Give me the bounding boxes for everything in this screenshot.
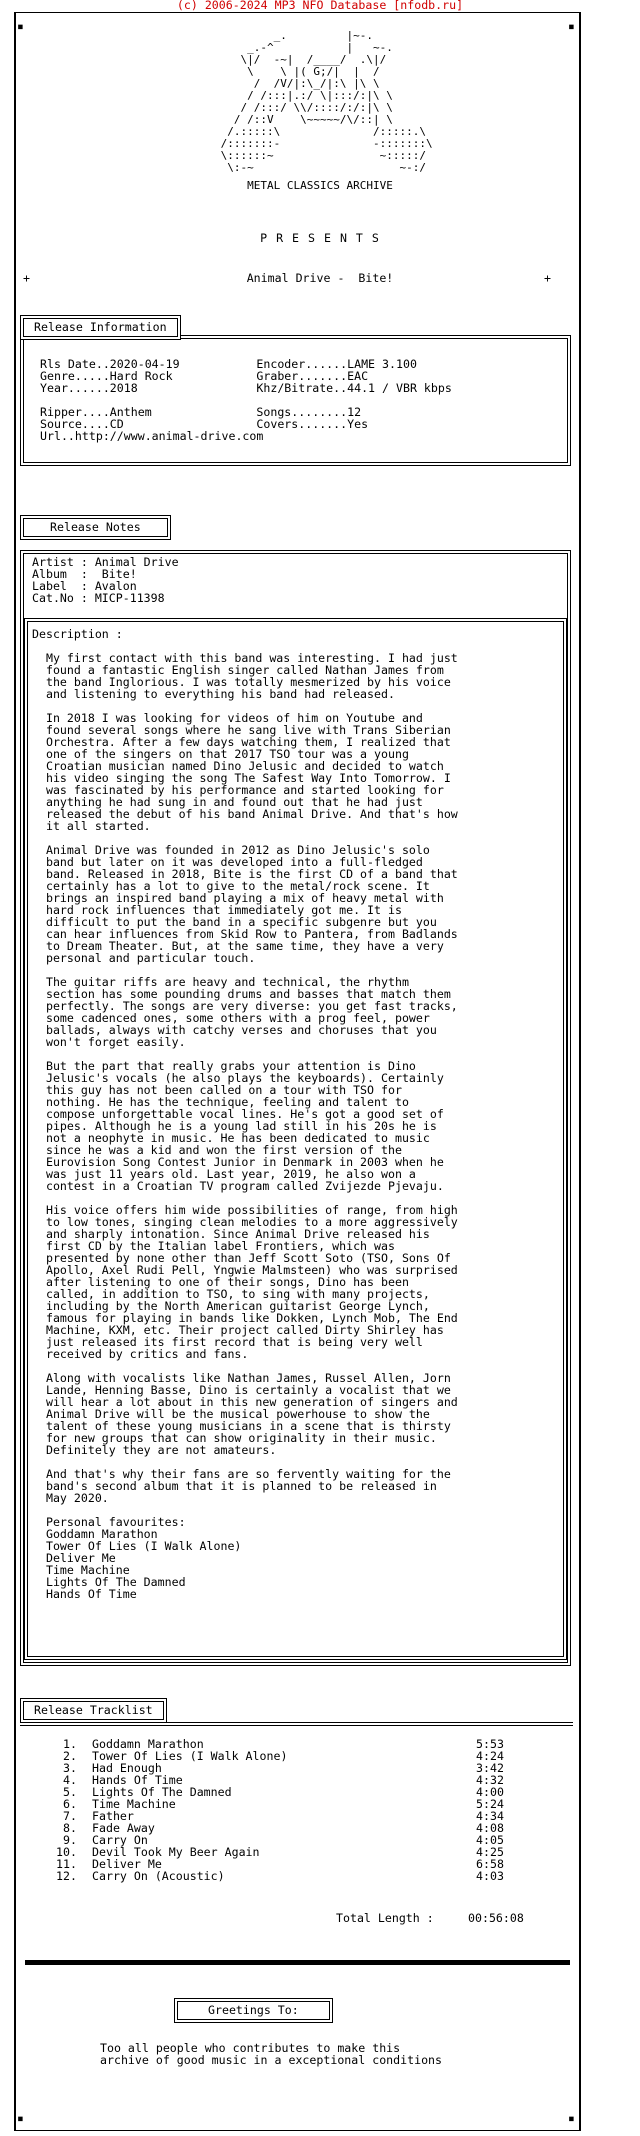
description-paragraph: In 2018 I was looking for videos of him on Youtube and found several songs where he sang live with Trans Siberian Orchestra. After a few days watching them, I realized that one of the singers on that 2017 TSO tour was a young Croatian musician named Dino Jelusic and decided to watch his video singing the song The Safest Way Into Tomorrow. I was fascinated by his performance and started looking for anything he had sung in and found out that he had just released the debut of his band Animal Drive. And that's how it all started. (45, 711, 458, 833)
track-length: 4:32 (476, 1773, 504, 1787)
total-length-label: Total Length : (336, 1911, 434, 1925)
track-number: 5. (56, 1785, 77, 1799)
release-title: Animal Drive - Bite! (246, 271, 394, 285)
greetings-label: Greetings To: (177, 2001, 330, 2020)
description-paragraph: The guitar riffs are heavy and technical, the rhythm section has some pounding drums and basses that match them perfectly. The songs are very diverse: you get fast tracks, some cadenced ones, some others with a prog feel, power ballads, always with catchy verses and choruses that you won't forget easily. (45, 975, 458, 1049)
track-title: Carry On (92, 1833, 148, 1847)
track-number: 7. (56, 1809, 77, 1823)
frame-corner-dot: ▪ (17, 2111, 24, 2125)
title-left-marker: + (23, 271, 30, 285)
description-label: Description : (32, 627, 123, 641)
release-info-tab (20, 315, 181, 340)
tracklist (56, 1738, 516, 1882)
track-number: 12. (56, 1869, 77, 1883)
site-banner: (c) 2006-2024 MP3 NFO Database [nfodb.ru] (176, 0, 464, 12)
track-length: 4:08 (476, 1821, 504, 1835)
track-length: 4:25 (476, 1845, 504, 1859)
track-number: 8. (56, 1821, 77, 1835)
tracklist-rule (20, 1722, 573, 1726)
release-info-text: Rls Date..2020-04-19 Encoder......LAME 3.100 Genre.....Hard Rock Graber.......EAC Year......2018 Khz/Bitrate..44.1 / VBR kbps Ripper....Anthem Songs........12 Source....CD Covers.......Yes Url..http://www.animal-drive.com (40, 357, 452, 443)
track-number: 11. (56, 1857, 77, 1871)
track-title: Carry On (Acoustic) (92, 1869, 225, 1883)
release-notes-tab (20, 515, 171, 540)
track-number: 2. (56, 1749, 77, 1763)
track-title: Hands Of Time (92, 1773, 183, 1787)
track-row (56, 1870, 516, 1882)
track-title: Father (92, 1809, 134, 1823)
description-paragraph: Along with vocalists like Nathan James, Russel Allen, Jorn Lande, Henning Basse, Dino is certainly a vocalist that we will hear a lot about in this new generation of singers and Animal Drive will be the musical powerhouse to show the talent of these young musicians in a scene that is thirsty for new groups that can show originality in their music. Definitely they are not amateurs. (45, 1371, 458, 1457)
track-title: Had Enough (92, 1761, 162, 1775)
tracklist-tab-label: Release Tracklist (23, 1701, 164, 1720)
frame-corner-dot: ▪ (17, 19, 24, 33)
track-title: Fade Away (92, 1821, 155, 1835)
track-number: 10. (56, 1845, 77, 1859)
track-title: Devil Took My Beer Again (92, 1845, 260, 1859)
track-length: 4:00 (476, 1785, 504, 1799)
track-number: 3. (56, 1761, 77, 1775)
track-length: 6:58 (476, 1857, 504, 1871)
description-paragraph: His voice offers him wide possibilities of range, from high to low tones, singing clean melodies to a more aggressively and sharply intonation. Since Animal Drive released his first CD by the Italian label Frontiers, which was presented by none other than Jeff Scott Soto (TSO, Sons Of Apollo, Axel Rudi Pell, Yngwie Malmsteen) who was surprised after listening to one of their songs, Dino has been called, in addition to TSO, to sing with many projects, including by the North American guitarist George Lynch, famous for playing in bands like Dokken, Lynch Mob, The End Machine, KXM, etc. Their project called Dirty Shirley has just released its first record that is being very well received by critics and fans. (45, 1203, 458, 1361)
description-paragraph: My first contact with this band was interesting. I had just found a fantastic English singer called Nathan James from the band Inglorious. I was totally mesmerized by his voice and listening to everything his band had released. (45, 651, 458, 701)
track-title: Time Machine (92, 1797, 176, 1811)
track-number: 4. (56, 1773, 77, 1787)
track-length: 3:42 (476, 1761, 504, 1775)
description-paragraph: Animal Drive was founded in 2012 as Dino Jelusic's solo band but later on it was developed into a full-fledged band. Released in 2018, Bite is the first CD of a band that certainly has a lot to give to the metal/rock scene. It brings an inspired band playing a mix of heavy metal with hard rock influences that immediately got me. It is difficult to put the band in a specific subgenre but you can hear influences from Skid Row to Pantera, from Badlands to Dream Theater. But, at the same time, they have a very personal and particular touch. (45, 843, 458, 965)
track-length: 4:03 (476, 1869, 504, 1883)
track-title: Tower Of Lies (I Walk Alone) (92, 1749, 288, 1763)
track-length: 5:24 (476, 1797, 504, 1811)
track-length: 4:05 (476, 1833, 504, 1847)
favourites-list: Goddamn Marathon Tower Of Lies (I Walk Alone) Deliver Me Time Machine Lights Of The Damned Hands Of Time (45, 1527, 242, 1601)
favourites-label: Personal favourites: (32, 1515, 186, 1529)
track-title: Goddamn Marathon (92, 1737, 204, 1751)
track-number: 9. (56, 1833, 77, 1847)
section-divider (25, 1960, 570, 1965)
track-length: 5:53 (476, 1737, 504, 1751)
track-length: 4:24 (476, 1749, 504, 1763)
frame-corner-dot: ▪ (568, 19, 575, 33)
title-right-marker: + (544, 271, 551, 285)
track-number: 1. (56, 1737, 77, 1751)
presents-heading: P R E S E N T S (260, 231, 380, 245)
greetings-text: Too all people who contributes to make this archive of good music in a exceptional conditions (100, 2041, 443, 2067)
release-info-tab-label: Release Information (23, 318, 178, 337)
track-number: 6. (56, 1797, 77, 1811)
release-notes-meta: Artist : Animal Drive Album : Bite! Label : Avalon Cat.No : MICP-11398 (32, 555, 179, 605)
ascii-logo (0, 30, 640, 175)
release-notes-tab-label: Release Notes (23, 518, 168, 537)
track-title: Lights Of The Damned (92, 1785, 232, 1799)
logo-caption: METAL CLASSICS ARCHIVE (247, 179, 393, 192)
greetings-tab (174, 1998, 333, 2023)
logo-art: _. |~-. _.-^ | ~-. \|/ -~| /____/ .\|/ \ \ |( G;/| | / / /V/|:\_/|:\ |\ \ / /:::|.:/ \|:::/:|\ \ / /:::/ \\/::::/:/:|\ \ / /::V \~~~~~/\/::| \ /.:::::\ /:::::.\ /:::::::- -:::::::\ \::::::~ ~:::::/ \:-~ ~-:/ (220, 29, 433, 174)
total-length-value: 00:56:08 (468, 1911, 524, 1925)
frame-corner-dot: ▪ (568, 2111, 575, 2125)
track-length: 4:34 (476, 1809, 504, 1823)
description-paragraph: And that's why their fans are so fervently waiting for the band's second album that it is planned to be released in May 2020. (45, 1467, 451, 1505)
description-paragraph: But the part that really grabs your attention is Dino Jelusic's vocals (he also plays the keyboards). Certainly this guy has not been called on a tour with TSO for nothing. He has the technique, feeling and talent to compose unforgettable vocal lines. He's got a good set of pipes. Although he is a young lad still in his 20s he is not a neophyte in music. He has been dedicated to music since he was a kid and won the first version of the Eurovision Song Contest Junior in Denmark in 2003 when he was just 11 years old. Last year, 2019, he also won a contest in a Croatian TV program called Zvijezde Pjevaju. (45, 1059, 444, 1193)
track-title: Deliver Me (92, 1857, 162, 1871)
tracklist-tab (20, 1698, 167, 1723)
